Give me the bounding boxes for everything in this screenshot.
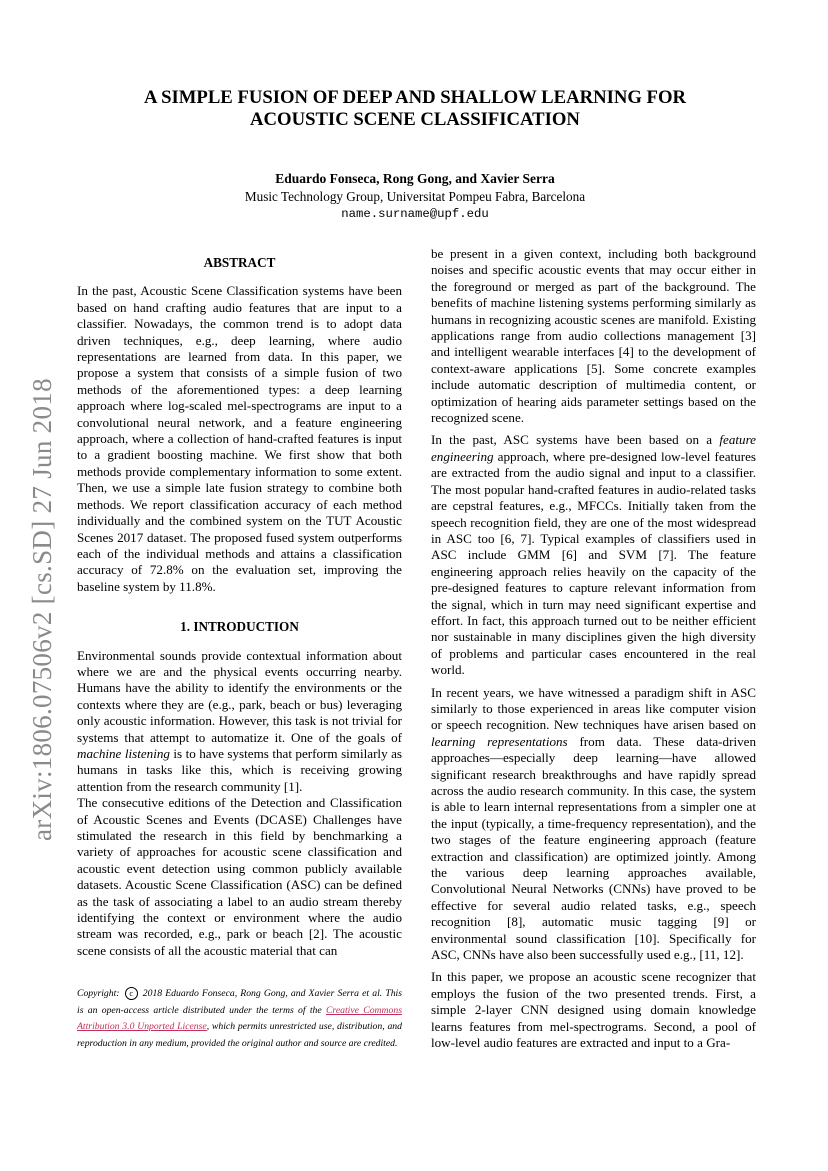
right-column [431, 246, 756, 1052]
intro-paragraph: In this paper, we propose an acoustic scene recognizer that employs the fusion of the two presented trends. First, a simple 2-layer CNN designed using domain knowledge learns features from mel-spectrograms. Second, a pool of low-level audio features are extracted and input to a Gra- [431, 969, 756, 1051]
abstract-text: In the past, Acoustic Scene Classification systems have been based on hand crafting audio features that are input to a classifier. Nowadays, the common trend is to adopt data driven techniques, e.g., deep learning, where audio representations are learned from data. In this paper, we propose a system that consists of a simple fusion of two methods of the aforementioned types: a deep learning approach where log-scaled mel-spectrograms are input to a convolutional neural network, and a feature engineering approach, where a collection of hand-crafted features is input to a gradient boosting machine. We first show that both methods provide complementary information to some extent. Then, we use a simple late fusion strategy to combine both methods. We report classification accuracy of each method individually and the combined system on the TUT Acoustic Scenes 2017 dataset. The proposed fused system outperforms each of the individual methods and attains a classification accuracy of 72.8% on the evaluation set, improving the baseline system by 11.8%. [77, 283, 402, 594]
affiliation: Music Technology Group, Universitat Pompeu Fabra, Barcelona [244, 189, 586, 204]
introduction-heading: 1. INTRODUCTION [180, 619, 299, 635]
copyright-owner: 2018 Eduardo Fonseca, Rong Gong, and Xavier Serra et al. This is an open-access article distributed under the terms of the [77, 988, 403, 1016]
copyright-footnote [77, 986, 402, 1052]
emphasis: learning representations [431, 733, 568, 749]
emphasis: feature engineering [431, 432, 756, 464]
contact-email: name.surname@upf.edu [341, 207, 489, 221]
text-run: is to have systems that perform similarly as humans in tasks like this, which is receiving growing attention from the research community [1]. [77, 745, 402, 794]
abstract-heading: ABSTRACT [203, 255, 276, 270]
copyright-icon: c [125, 987, 138, 1000]
intro-paragraph: The consecutive editions of the Detection and Classification of Acoustic Scenes and Events (DCASE) Challenges have stimulated the research in this field by benchmarking a variety of approaches for acoustic scene classification and acoustic event detection using common publicly available datasets. Acoustic Scene Classification (ASC) can be defined as the task of associating a label to an audio stream thereby identifying the context or environment where the audio stream was recorded, e.g., park or beach [2]. The acoustic scene consists of all the acoustic material that can [77, 795, 402, 958]
author-list: Eduardo Fonseca, Rong Gong, and Xavier Serra [275, 171, 555, 186]
intro-paragraph [431, 685, 756, 964]
text-run: In recent years, we have witnessed a paradigm shift in ASC similarly to those experienced in areas like computer vision or speech recognition. New techniques have arisen based on [431, 684, 756, 733]
copyright-label: Copyright: [77, 988, 120, 999]
paper-header [70, 87, 760, 223]
intro-paragraph [77, 648, 402, 796]
paper-title [70, 87, 760, 131]
intro-paragraph [431, 432, 756, 678]
text-run: Environmental sounds provide contextual information about where we are and the physical events occurring nearby. Humans have the ability to identify the environments or the contexts where they are (e.g., park, beach or bus) leveraging only acoustic information. However, this task is not trivial for systems that attempt to automatize it. One of the goals of [77, 647, 402, 745]
text-run: from data. These data-driven approaches—especially deep learning—have allowed significant research breakthroughs and have rapidly spread across the audio research community. In this case, the system is able to learn internal representations from a simpler one at the input (typically, a time-frequency representation), and the two stages of the feature engineering approach (feature extraction and classification) are optimized jointly. Among the various deep learning approaches available, Convolutional Neural Networks (CNNs) have proved to be effective for several audio related tasks, e.g., speech recognition [8], automatic music tagging [9] or environmental sound classification [10]. Specifically for ASC, CNNs have also been successfully used e.g., [11, 12]. [431, 733, 756, 963]
license-link[interactable]: Creative Commons Attribution 3.0 Unported License [77, 1004, 403, 1032]
title-line: A SIMPLE FUSION OF DEEP AND SHALLOW LEARNING FOR [143, 87, 687, 108]
title-line: ACOUSTIC SCENE CLASSIFICATION [250, 109, 580, 130]
arxiv-identifier: arXiv:1806.07506v2 [cs.SD] 27 Jun 2018 [27, 378, 57, 842]
text-run: In the past, ASC systems have been based on a [431, 432, 720, 448]
emphasis: machine listening [77, 745, 170, 761]
left-column [77, 255, 402, 959]
copyright-suffix: , which permits unrestricted use, distribution, and reproduction in any medium, provided the original author and source are credited. [77, 1021, 402, 1049]
text-run: approach, where pre-designed low-level features are extracted from the audio signal and input to a classifier. The most popular hand-crafted features in audio-related tasks are cepstral features, e.g., MFCCs. Initially taken from the speech recognition field, they are one of the most widespread in ASC too [6, 7]. Typical examples of classifiers used in ASC include GMM [6] and SVM [7]. The feature engineering approach relies heavily on the capacity of the pre-designed features to capture relevant information from the signal, which in turn may need significant expertise and effort. In fact, this approach turned out to be neither efficient nor sustainable in many disciplines given the high diversity of problems and particular cases encountered in the real world. [431, 448, 756, 678]
intro-paragraph: be present in a given context, including both background noises and specific acoustic events that may occur either in the foreground or merged as part of the background. The benefits of machine listening systems performing similarly as humans in recognizing acoustic scenes are manifold. Existing applications range from audio collections management [3] and intelligent wearable interfaces [4] to the development of context-aware applications [5]. Some concrete examples include automatic description of multimedia content, or optimization of hearing aids parameter settings based on the recognized scene. [431, 246, 756, 426]
